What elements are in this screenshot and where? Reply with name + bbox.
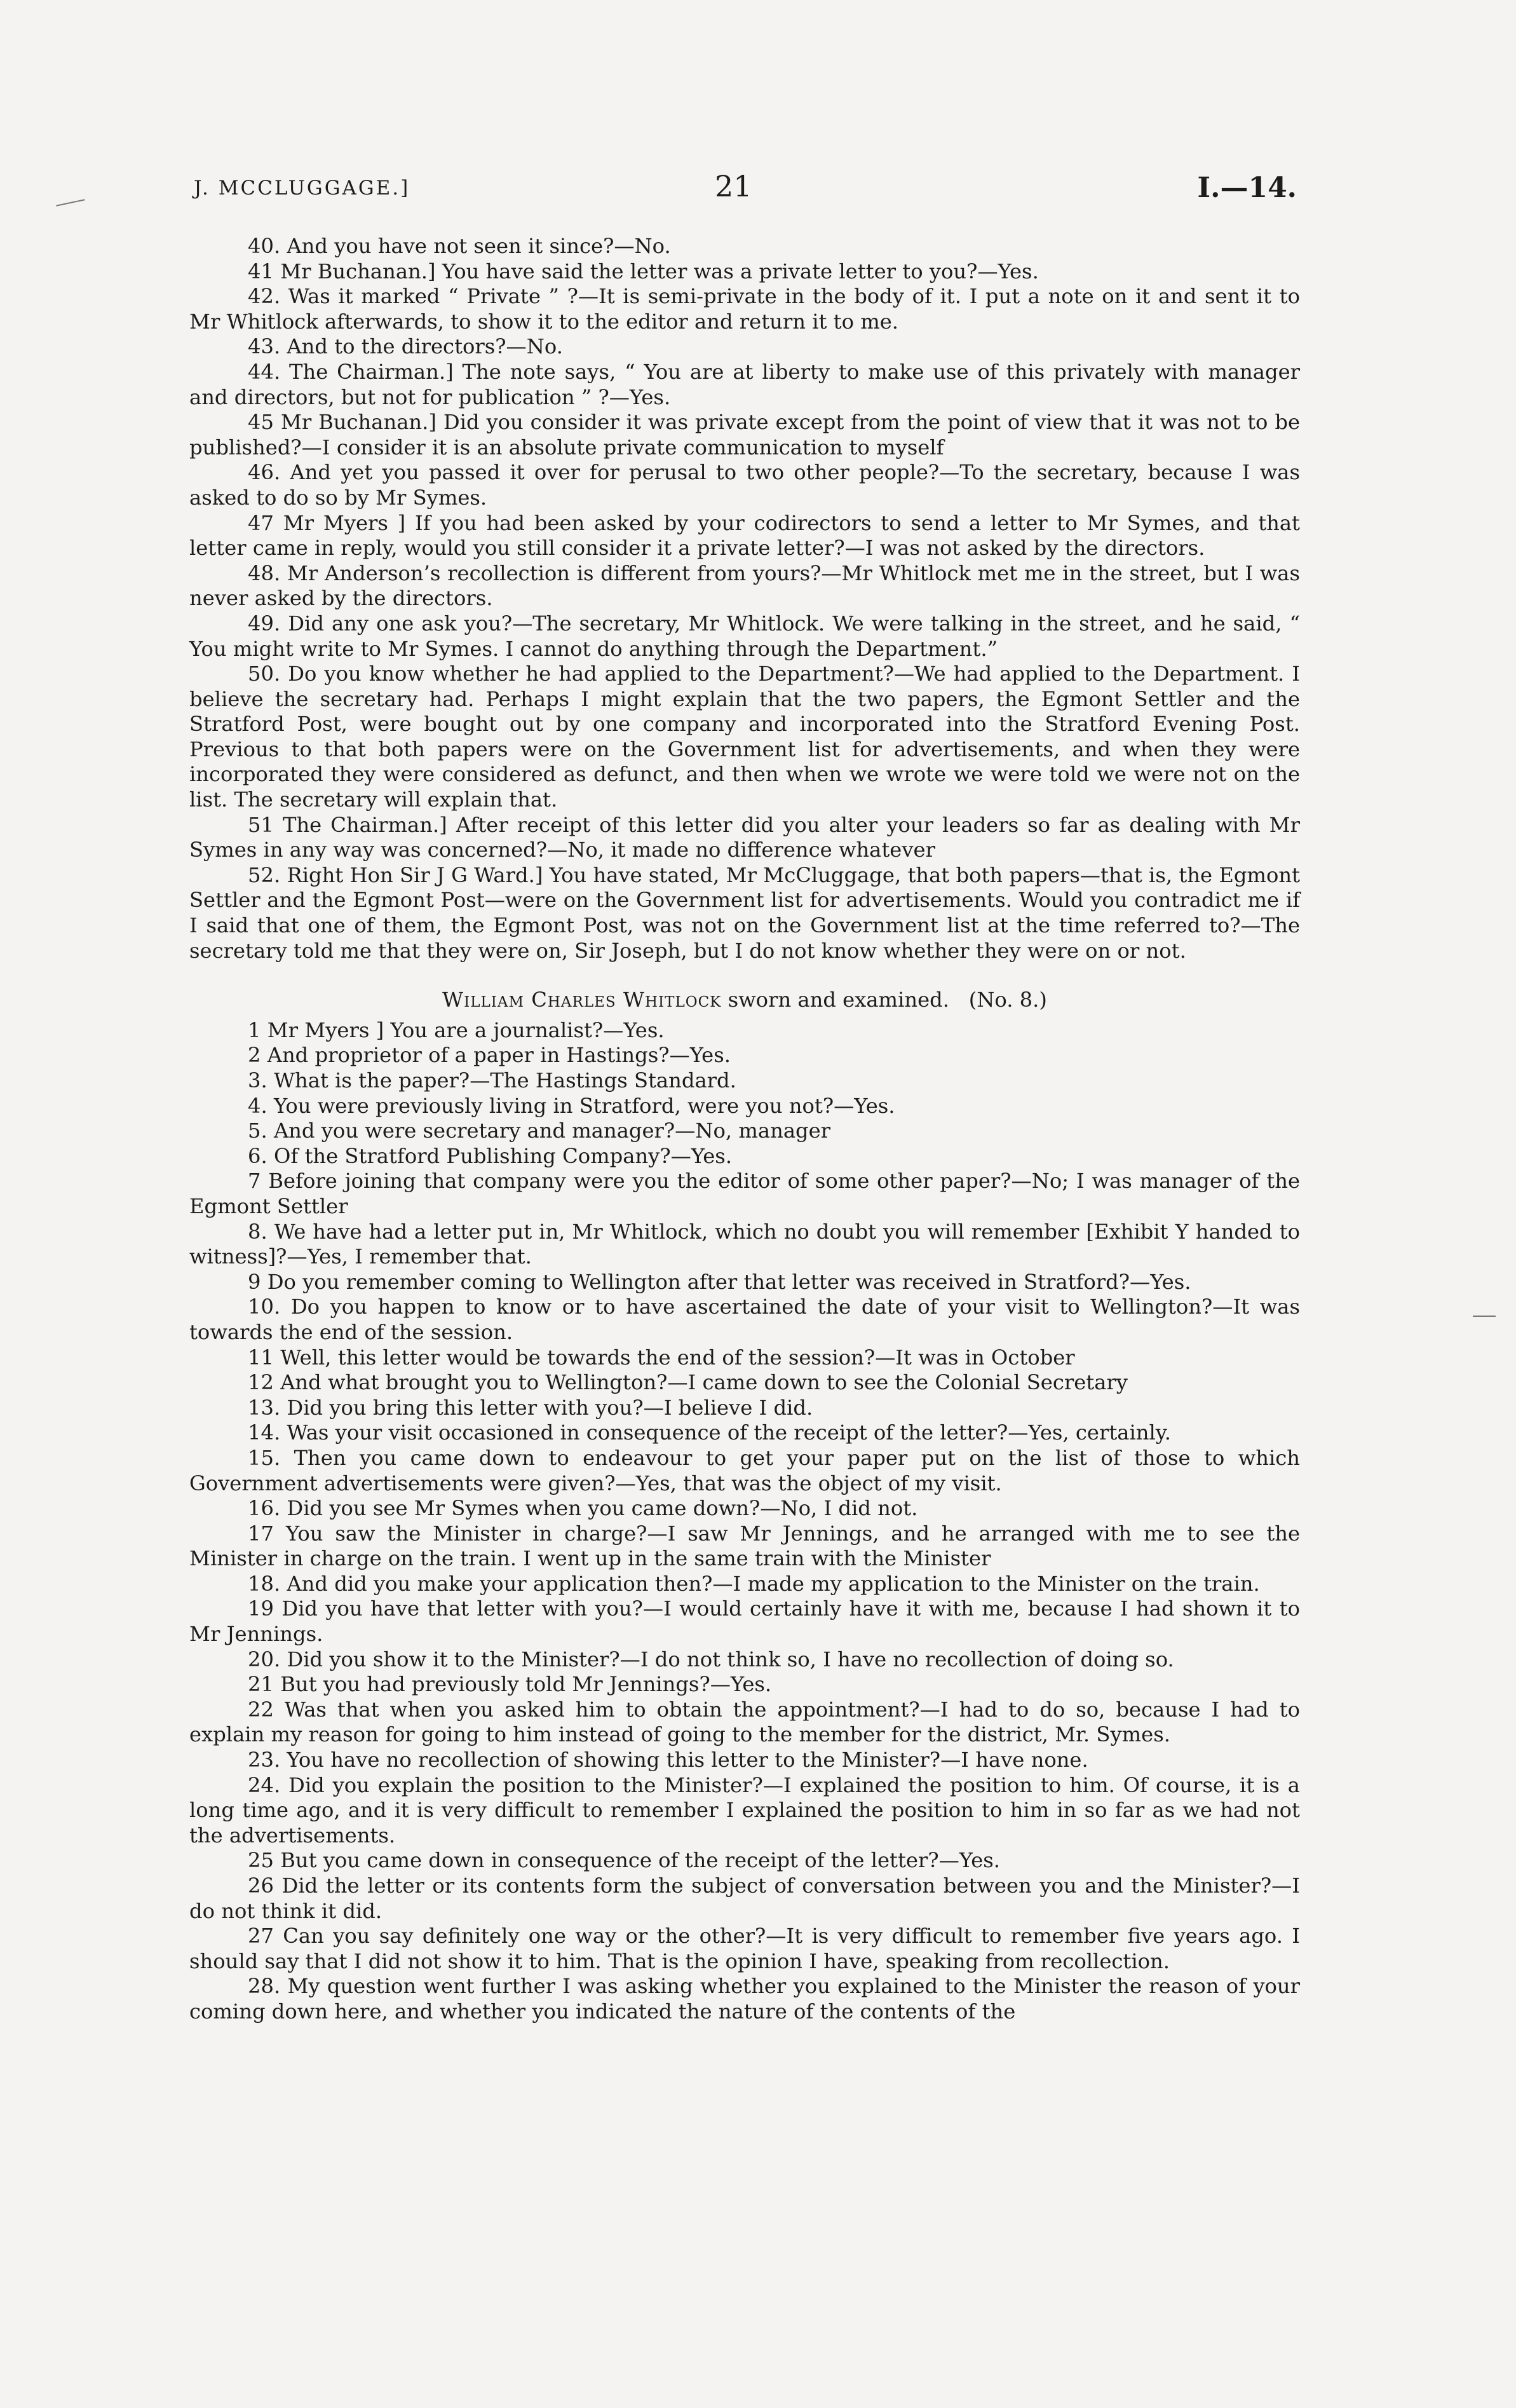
margin-mark xyxy=(1473,1316,1496,1317)
paragraph: 24. Did you explain the position to the Minister?—I explained the position to him. Of course, it is a long time ago, and it is very difficult to remember I explained the position to him in so far as we had not the advertisements. xyxy=(189,1772,1300,1847)
paragraph: 2 And proprietor of a paper in Hastings?—Yes. xyxy=(248,1043,731,1068)
paragraph: 5. And you were secretary and manager?—No, manager xyxy=(248,1119,831,1143)
paragraph: 44. The Chairman.] The note says, “ You are at liberty to make use of this privately with manager and directors, but not for publication ” ?—Yes. xyxy=(189,359,1300,409)
paragraph: 4. You were previously living in Stratford, were you not?—Yes. xyxy=(248,1093,895,1118)
page-number: 21 xyxy=(715,169,752,203)
witness-number: (No. 8.) xyxy=(968,988,1047,1012)
paragraph: 45 Mr Buchanan.] Did you consider it was private except from the point of view that it was not to be published?—I consider it is an absolute private communication to myself xyxy=(189,410,1300,459)
paragraph: 7 Before joining that company were you the editor of some other paper?—No; I was manager of the Egmont Settler xyxy=(189,1169,1300,1218)
paragraph: 42. Was it marked “ Private ” ?—It is semi-private in the body of it. I put a note on it and sent it to Mr Whitlock afterwards, to show it to the editor and return it to me. xyxy=(189,284,1300,334)
paragraph: 17 You saw the Minister in charge?—I saw Mr Jennings, and he arranged with me to see the Minister in charge on the train. I went up in the same train with the Minister xyxy=(189,1521,1300,1571)
paragraph: 19 Did you have that letter with you?—I would certainly have it with me, because I had shown it to Mr Jennings. xyxy=(189,1596,1300,1647)
paragraph: 52. Right Hon Sir J G Ward.] You have stated, Mr McCluggage, that both papers—that is, the Egmont Settler and the Egmont Post—were on the Government list for advertisements. Would you contradict me if I said that one of them, the Egmont Post, was not on the Government list at the time referred to?—The secretary told me that they were on, Sir Joseph, but I do not know whether they were on or not. xyxy=(189,862,1300,963)
paragraph: 28. My question went further I was asking whether you explained to the Minister the reason of your coming down here, and whether you indicated the nature of the contents of the xyxy=(189,1974,1300,2024)
paragraph: 23. You have no recollection of showing this letter to the Minister?—I have none. xyxy=(248,1748,1088,1772)
paragraph: 3. What is the paper?—The Hastings Standard. xyxy=(248,1068,736,1092)
paragraph: 6. Of the Stratford Publishing Company?—Yes. xyxy=(248,1143,733,1168)
witness-heading xyxy=(189,988,1300,1013)
paragraph: 13. Did you bring this letter with you?—I believe I did. xyxy=(248,1395,813,1420)
paragraph: 40. And you have not seen it since?—No. xyxy=(248,234,671,258)
page-body xyxy=(189,234,1300,2025)
paragraph: 15. Then you came down to endeavour to get your paper put on the list of those to which Government advertisements were given?—Yes, that was the object of my visit. xyxy=(189,1445,1300,1495)
running-head-witness: J. MCCLUGGAGE.] xyxy=(194,177,410,200)
paragraph: 47 Mr Myers ] If you had been asked by your codirectors to send a letter to Mr Symes, and that letter came in reply, would you still consider it a private letter?—I was not asked by the directors. xyxy=(189,510,1300,561)
paragraph: 43. And to the directors?—No. xyxy=(248,334,563,359)
witness-name: William Charles Whitlock xyxy=(442,988,722,1012)
paragraph: 12 And what brought you to Wellington?—I came down to see the Colonial Secretary xyxy=(248,1370,1128,1395)
paragraph: 9 Do you remember coming to Wellington after that letter was received in Stratford?—Yes. xyxy=(248,1269,1191,1294)
paragraph: 8. We have had a letter put in, Mr Whitlock, which no doubt you will remember [Exhibit Y handed to witness]?—Yes, I remember that. xyxy=(189,1219,1300,1269)
paragraph: 50. Do you know whether he had applied to the Department?—We had applied to the Department. I believe the secretary had. Perhaps I might explain that the two papers, the Egmont Settler and the Stratford Post, were bought out by one company and incorporated into the Stratford Evening Post. Previous to that both papers were on the Government list for advertisements, and when they were incorporated they were considered as defunct, and then when we wrote we were told we were not on the list. The secretary will explain that. xyxy=(189,662,1300,812)
paragraph: 48. Mr Anderson’s recollection is different from yours?—Mr Whitlock met me in the street, but I was never asked by the directors. xyxy=(189,561,1300,611)
paragraph: 14. Was your visit occasioned in consequence of the receipt of the letter?—Yes, certainly. xyxy=(248,1420,1171,1445)
page-header xyxy=(0,169,1516,217)
paragraph: 27 Can you say definitely one way or the other?—It is very difficult to remember five years ago. I should say that I did not show it to him. That is the opinion I have, speaking from recollection. xyxy=(189,1924,1300,1973)
paragraph: 16. Did you see Mr Symes when you came down?—No, I did not. xyxy=(248,1496,918,1521)
paragraph: 20. Did you show it to the Minister?—I do not think so, I have no recollection of doing so. xyxy=(248,1647,1174,1671)
paragraph: 21 But you had previously told Mr Jennings?—Yes. xyxy=(248,1672,772,1697)
paragraph: 10. Do you happen to know or to have ascertained the date of your visit to Wellington?—It was towards the end of the session. xyxy=(189,1295,1300,1344)
paragraph: 18. And did you make your application then?—I made my application to the Minister on the train. xyxy=(248,1571,1260,1596)
paragraph: 22 Was that when you asked him to obtain the appointment?—I had to do so, because I had to explain my reason for going to him instead of going to the member for the district, Mr. Symes. xyxy=(189,1697,1300,1747)
witness-heading-text: sworn and examined. xyxy=(728,988,949,1012)
document-reference: I.—14. xyxy=(1197,172,1297,204)
paragraph: 26 Did the letter or its contents form the subject of conversation between you and the Minister?—I do not think it did. xyxy=(189,1874,1300,1923)
paragraph: 1 Mr Myers ] You are a journalist?—Yes. xyxy=(248,1017,665,1042)
paragraph: 41 Mr Buchanan.] You have said the letter was a private letter to you?—Yes. xyxy=(248,259,1039,283)
paragraph: 46. And yet you passed it over for perusal to two other people?—To the secretary, because I was asked to do so by Mr Symes. xyxy=(189,460,1300,510)
paragraph: 49. Did any one ask you?—The secretary, Mr Whitlock. We were talking in the street, and he said, “ You might write to Mr Symes. I cannot do anything through the Department.” xyxy=(189,611,1300,661)
paragraph: 25 But you came down in consequence of the receipt of the letter?—Yes. xyxy=(248,1848,1001,1873)
paragraph: 51 The Chairman.] After receipt of this letter did you alter your leaders so far as dealing with Mr Symes in any way was concerned?—No, it made no difference whatever xyxy=(189,812,1300,862)
paragraph: 11 Well, this letter would be towards the end of the session?—It was in October xyxy=(248,1345,1075,1370)
